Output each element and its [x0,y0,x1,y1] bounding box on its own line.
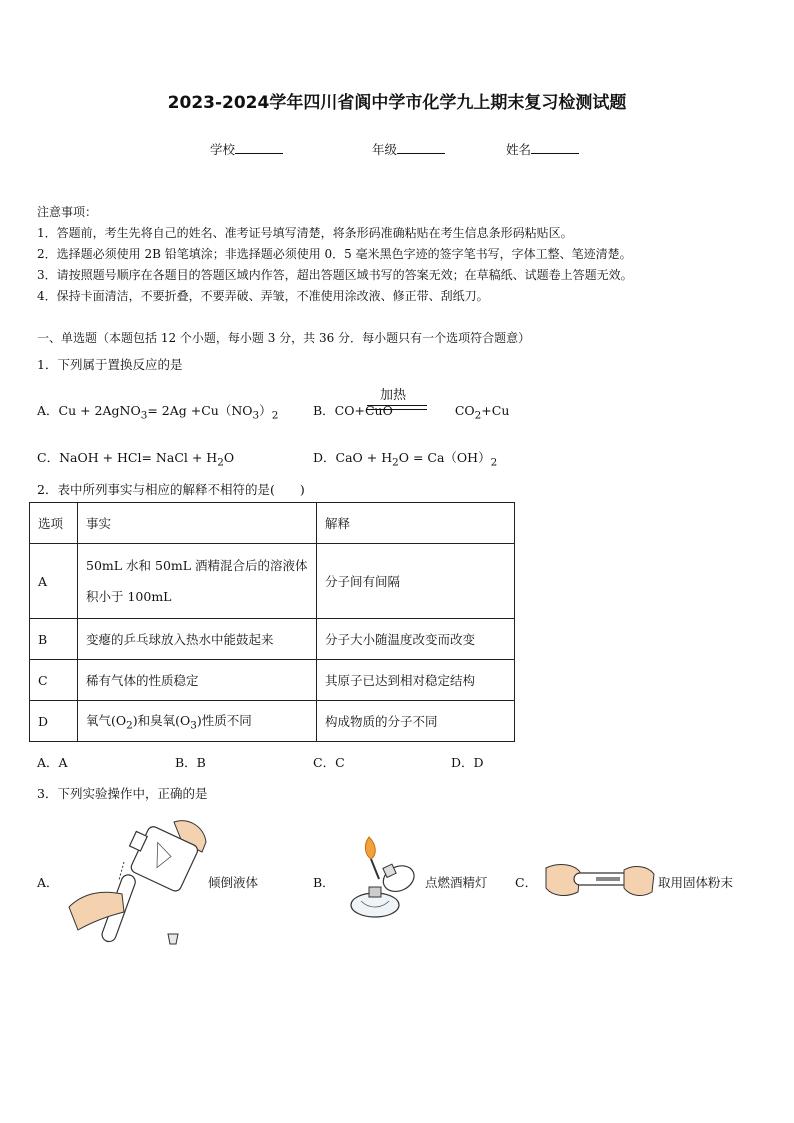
q2-stem: 2．表中所列事实与相应的解释不相符的是( ) [37,482,305,497]
table-cell-fact: 稀有气体的性质稳定 [78,660,317,701]
name-field: 姓名 [506,140,579,158]
q2-option-d[interactable]: D．D [451,755,484,770]
table-cell-option: A [30,544,78,619]
table-cell-option: C [30,660,78,701]
table-header: 事实 [78,503,317,544]
q3-option-a-label: 倾倒液体 [208,875,259,890]
q3-option-b-letter[interactable]: B． [313,875,335,890]
notice-item: 1．答题前，考生先将自己的姓名、准考证号填写清楚，将条形码准确粘贴在考生信息条形码粘贴区。 [37,226,573,240]
pouring-liquid-image [64,812,214,952]
notice-heading: 注意事项： [37,205,98,219]
table-cell-explanation: 分子大小随温度改变而改变 [317,619,515,660]
table-cell-fact: 50mL 水和 50mL 酒精混合后的溶液体积小于 100mL [78,544,317,619]
table-cell-option: D [30,701,78,742]
q3-option-c-letter[interactable]: C． [515,875,538,890]
notice-item: 2．选择题必须使用 2B 铅笔填涂；非选择题必须使用 0．5 毫米黑色字迹的签字笔书写，字体工整、笔迹清楚。 [37,247,632,261]
school-field: 学校 [210,140,283,158]
q2-option-c[interactable]: C．C [313,755,345,770]
facts-table [29,502,515,742]
q3-stem: 3．下列实验操作中，正确的是 [37,786,208,801]
q3-option-a-letter[interactable]: A． [37,875,59,890]
q2-option-b[interactable]: B．B [175,755,206,770]
q1-stem: 1．下列属于置换反应的是 [37,357,183,372]
q2-option-a[interactable]: A．A [37,755,68,770]
q1-option-c[interactable]: C．NaOH + HCl= NaCl + $H_2O$ [37,450,235,469]
table-header: 解释 [317,503,515,544]
notice-item: 3．请按照题号顺序在各题目的答题区域内作答，超出答题区域书写的答案无效；在草稿纸、试题卷上答题无效。 [37,268,633,282]
notice-item: 4．保持卡面清洁，不要折叠，不要弄破、弄皱，不准使用涂改液、修正带、刮纸刀。 [37,289,489,303]
grade-field: 年级 [372,140,445,158]
q3-option-b-label: 点燃酒精灯 [425,875,488,890]
table-cell-option: B [30,619,78,660]
page-title: 2023-2024学年四川省阆中学市化学九上期末复习检测试题 [167,93,627,113]
q1-b-condition: 加热 [380,388,407,403]
table-row [30,660,515,701]
reaction-arrow [367,405,427,410]
table-row [30,701,515,742]
q3-option-c-label: 取用固体粉末 [658,875,734,890]
solid-powder-image [544,858,656,908]
table-cell-explanation: 其原子已达到相对稳定结构 [317,660,515,701]
table-row [30,544,515,619]
q1-option-b[interactable]: B．CO+CuO $CO_2+Cu$ [313,403,510,422]
table-cell-explanation: 分子间有间隔 [317,544,515,619]
section-heading: 一、单选题（本题包括 12 个小题，每小题 3 分，共 36 分．每小题只有一个选项符合题意） [37,331,531,345]
table-cell-explanation: 构成物质的分子不同 [317,701,515,742]
q1-option-d[interactable]: D．CaO + $H_2O = Ca(OH)_2$ [313,450,498,469]
table-cell-fact: 氧气$(O_2)$和臭氧$(O_3)$性质不同 [78,701,317,742]
table-row [30,619,515,660]
table-header-row [30,503,515,544]
q1-option-a[interactable]: A．Cu + 2AgNO$_3$= $2Ag +Cu(NO_3)_2$ [37,403,279,422]
table-cell-fact: 变瘪的乒乓球放入热水中能鼓起来 [78,619,317,660]
table-header: 选项 [30,503,78,544]
alcohol-lamp-image [335,835,425,925]
